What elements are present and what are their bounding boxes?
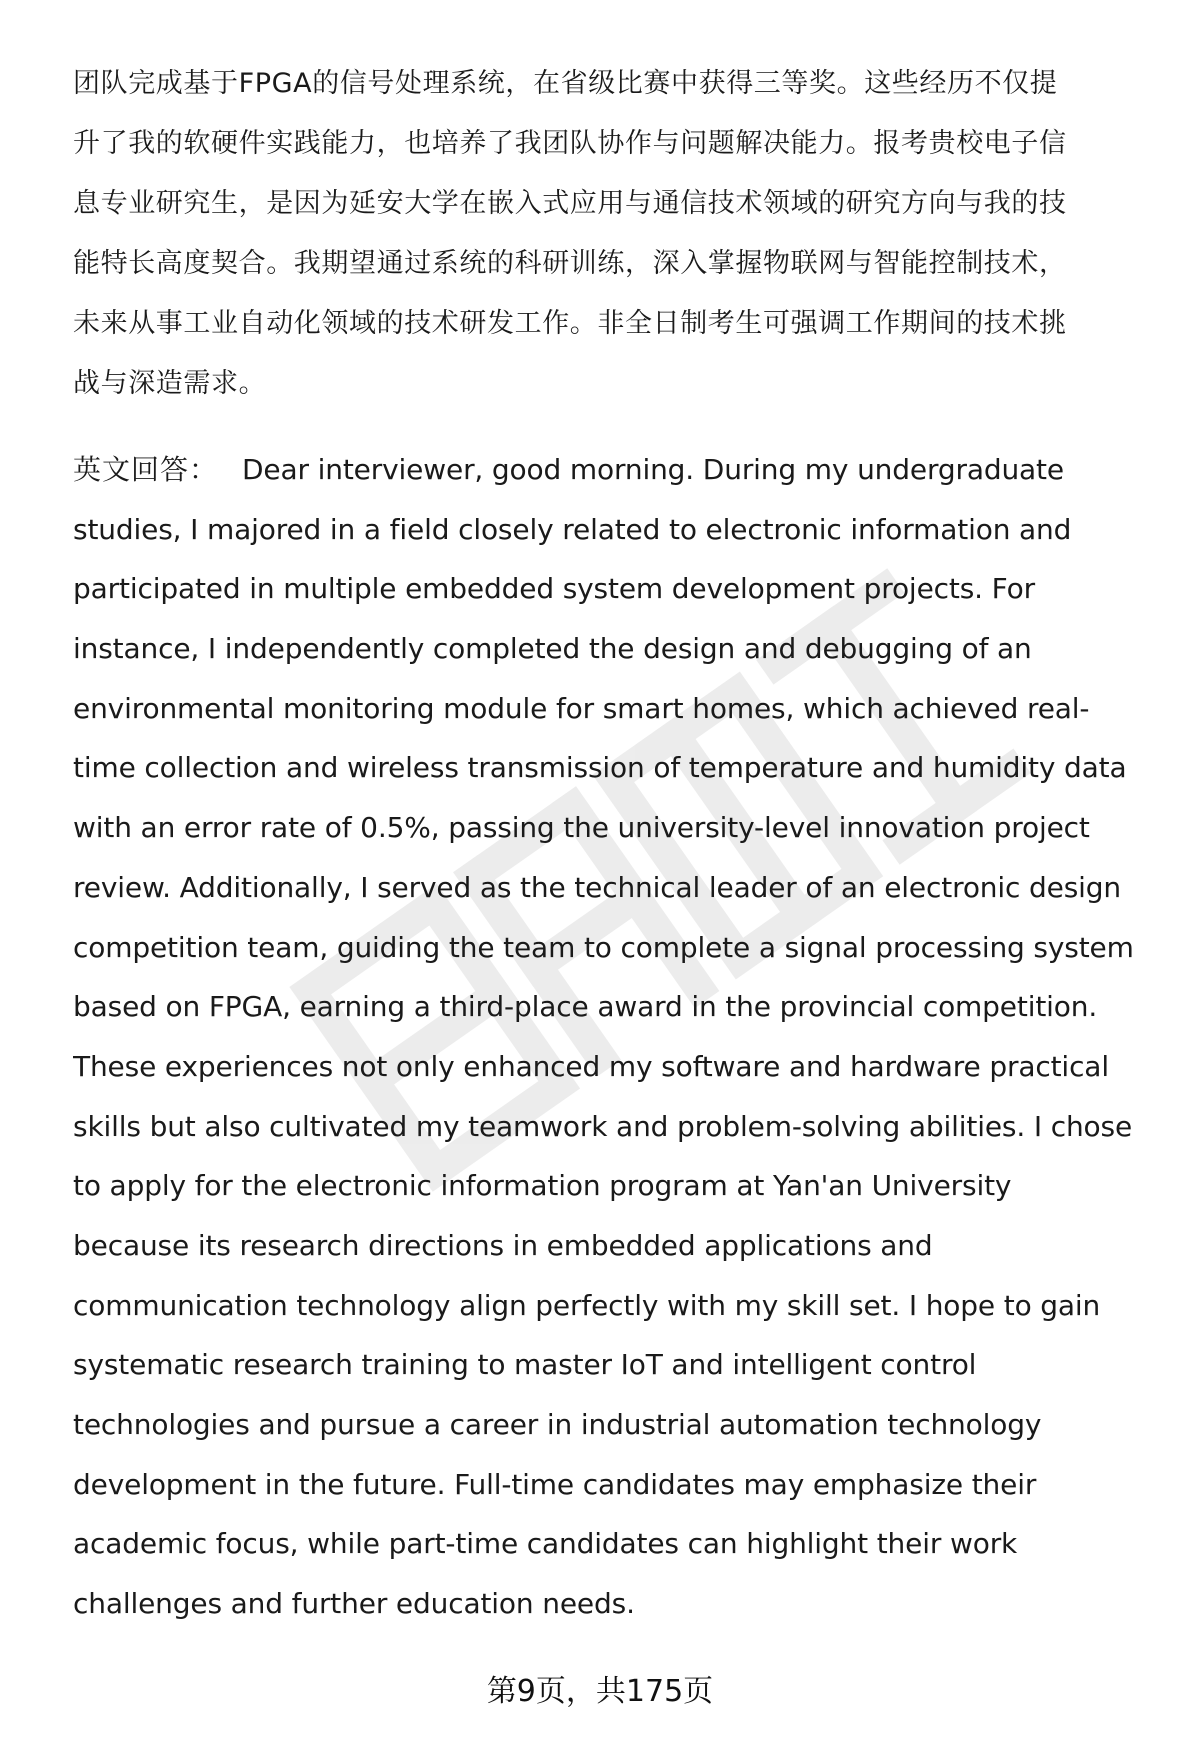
text-line: 升了我的软硬件实践能力，也培养了我团队协作与问题解决能力。报考贵校电子信 — [73, 128, 1067, 159]
document-body — [73, 54, 1163, 1634]
text-line: 团队完成基于FPGA的信号处理系统，在省级比赛中获得三等奖。这些经历不仅提 — [73, 68, 1058, 99]
text-line: to apply for the electronic information program at Yan'an University — [73, 1169, 1012, 1203]
text-line: because its research directions in embedded applications and — [73, 1228, 933, 1262]
text-line: instance, I independently completed the design and debugging of an — [73, 632, 1032, 666]
text-line — [73, 440, 1163, 500]
text-line: These experiences not only enhanced my software and hardware practical — [73, 1049, 1109, 1083]
text-line: development in the future. Full-time candidates may emphasize their — [73, 1467, 1037, 1501]
text-line: based on FPGA, earning a third-place award in the provincial competition. — [73, 990, 1098, 1024]
text-line: 息专业研究生，是因为延安大学在嵌入式应用与通信技术领域的研究方向与我的技 — [73, 188, 1067, 219]
text-line: competition team, guiding the team to complete a signal processing system — [73, 930, 1134, 964]
text-line: with an error rate of 0.5%, passing the university-level innovation project — [73, 811, 1090, 845]
chinese-paragraph — [73, 54, 1163, 414]
text-line: academic focus, while part-time candidates can highlight their work — [73, 1527, 1018, 1561]
text-line: 战与深造需求。 — [73, 368, 267, 399]
text-line: communication technology align perfectly with my skill set. I hope to gain — [73, 1288, 1101, 1322]
english-answer-label: 英文回答： — [73, 453, 219, 486]
text-line: systematic research training to master IoT and intelligent control — [73, 1348, 977, 1382]
text-line: studies, I majored in a field closely related to electronic information and — [73, 512, 1072, 546]
text-line: challenges and further education needs. — [73, 1587, 635, 1621]
text-line: review. Additionally, I served as the technical leader of an electronic design — [73, 870, 1122, 904]
page-number-footer: 第9页，共175页 — [486, 1674, 714, 1709]
text-line-content: Dear interviewer, good morning. During my undergraduate — [242, 453, 1064, 486]
english-answer — [73, 440, 1163, 1634]
text-line: participated in multiple embedded system development projects. For — [73, 572, 1035, 606]
text-line: time collection and wireless transmission of temperature and humidity data — [73, 751, 1127, 785]
text-line: environmental monitoring module for smart homes, which achieved real- — [73, 691, 1090, 725]
text-line: 未来从事工业自动化领域的技术研发工作。非全日制考生可强调工作期间的技术挑 — [73, 308, 1067, 339]
text-line: 能特长高度契合。我期望通过系统的科研训练，深入掌握物联网与智能控制技术， — [73, 248, 1067, 279]
text-line: skills but also cultivated my teamwork and problem-solving abilities. I chose — [73, 1109, 1133, 1143]
text-line: technologies and pursue a career in industrial automation technology — [73, 1408, 1042, 1441]
